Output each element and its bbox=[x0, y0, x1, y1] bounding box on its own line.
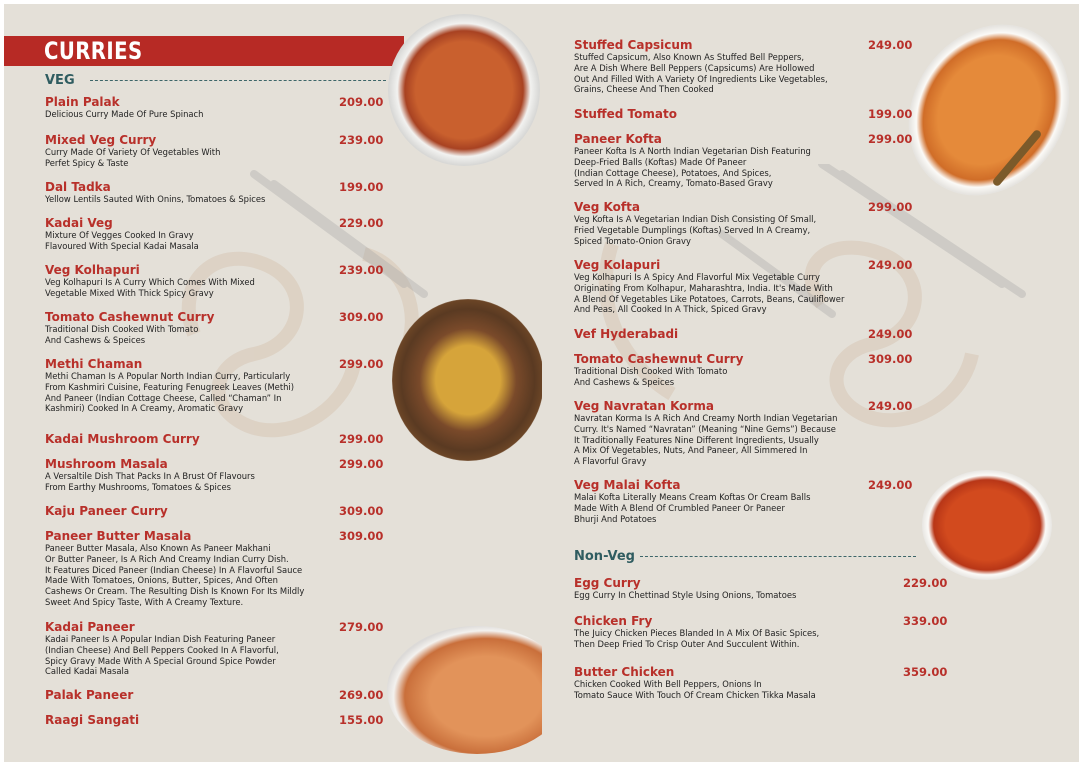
menu-item-description: Chicken Cooked With Bell Peppers, Onions In Tomato Sauce With Touch Of Cream Chicken Tikka Masala bbox=[574, 679, 816, 700]
menu-item bbox=[574, 327, 913, 341]
menu-item bbox=[574, 107, 913, 121]
menu-item bbox=[45, 95, 384, 120]
menu-item-price: 229.00 bbox=[903, 576, 948, 590]
menu-item-name: Egg Curry bbox=[574, 576, 641, 590]
section-divider bbox=[640, 556, 916, 557]
menu-item-description: Delicious Curry Made Of Pure Spinach bbox=[45, 109, 204, 119]
menu-item-name: Veg Kolhapuri bbox=[45, 263, 140, 277]
menu-item bbox=[45, 133, 384, 169]
menu-item bbox=[45, 432, 384, 446]
menu-item-description: Curry Made Of Variety Of Vegetables With Perfet Spicy & Taste bbox=[45, 147, 221, 168]
menu-item-name: Mushroom Masala bbox=[45, 457, 168, 471]
menu-item-name: Dal Tadka bbox=[45, 180, 111, 194]
menu-item bbox=[574, 576, 948, 601]
menu-item bbox=[574, 352, 913, 388]
menu-item-name: Butter Chicken bbox=[574, 665, 675, 679]
menu-item bbox=[45, 310, 384, 346]
menu-item-description: Traditional Dish Cooked With Tomato And Cashews & Speices bbox=[45, 324, 199, 345]
left-page bbox=[4, 4, 542, 762]
menu-item-description: Traditional Dish Cooked With Tomato And Cashews & Speices bbox=[574, 366, 728, 387]
menu-item-price: 299.00 bbox=[868, 200, 913, 214]
menu-item bbox=[574, 38, 913, 95]
section-divider bbox=[90, 80, 386, 81]
menu-item-name: Plain Palak bbox=[45, 95, 120, 109]
mixed-veg-dish-image bbox=[388, 14, 540, 166]
menu-item-price: 299.00 bbox=[339, 357, 384, 371]
menu-item bbox=[574, 132, 913, 189]
menu-item-price: 359.00 bbox=[903, 665, 948, 679]
menu-item-price: 299.00 bbox=[339, 432, 384, 446]
menu-item bbox=[574, 399, 913, 467]
menu-item-price: 249.00 bbox=[868, 258, 913, 272]
menu-item-name: Palak Paneer bbox=[45, 688, 134, 702]
menu-item-name: Stuffed Tomato bbox=[574, 107, 677, 121]
menu-item-name: Veg Navratan Korma bbox=[574, 399, 714, 413]
menu-item bbox=[45, 216, 384, 252]
menu-item-name: Kadai Mushroom Curry bbox=[45, 432, 200, 446]
menu-item-description: A Versaltile Dish That Packs In A Brust Of Flavours From Earthy Mushrooms, Tomatoes & Spices bbox=[45, 471, 255, 492]
menu-item-price: 339.00 bbox=[903, 614, 948, 628]
section-veg-label: VEG bbox=[45, 73, 75, 88]
menu-item-description: Paneer Kofta Is A North Indian Vegetarian Dish Featuring Deep-Fried Balls (Koftas) Made Of Paneer (Indian Cottage Cheese), Potatoes, And Spices, Served In A Rich, Creamy, Tomato-Based Gravy bbox=[574, 146, 811, 189]
menu-item bbox=[45, 713, 384, 727]
menu-item-description: Stuffed Capsicum, Also Known As Stuffed Bell Peppers, Are A Dish Where Bell Peppers (Capsicums) Are Hollowed Out And Filled With A Variety Of Ingredients Like Vegetables, Grains, Cheese And Then Cooked bbox=[574, 52, 828, 95]
menu-item-name: Tomato Cashewnut Curry bbox=[45, 310, 215, 324]
menu-item bbox=[45, 180, 384, 205]
menu-item bbox=[45, 457, 384, 493]
menu-item bbox=[574, 478, 913, 524]
menu-item-price: 229.00 bbox=[339, 216, 384, 230]
menu-item bbox=[45, 504, 384, 518]
menu-item bbox=[574, 614, 948, 650]
menu-item-name: Paneer Kofta bbox=[574, 132, 662, 146]
menu-item-name: Chicken Fry bbox=[574, 614, 653, 628]
menu-item bbox=[45, 529, 384, 608]
menu-item bbox=[574, 665, 948, 701]
menu-item-price: 199.00 bbox=[868, 107, 913, 121]
menu-item-description: Yellow Lentils Sauted With Onins, Tomatoes & Spices bbox=[45, 194, 266, 204]
menu-item-price: 299.00 bbox=[868, 132, 913, 146]
menu-item bbox=[45, 263, 384, 299]
menu-item-name: Stuffed Capsicum bbox=[574, 38, 693, 52]
menu-item-description: The Juicy Chicken Pieces Blanded In A Mix Of Basic Spices, Then Deep Fried To Crisp Outer And Succulent Within. bbox=[574, 628, 820, 649]
menu-item-name: Paneer Butter Masala bbox=[45, 529, 192, 543]
menu-item-price: 309.00 bbox=[339, 504, 384, 518]
menu-item bbox=[45, 620, 384, 677]
menu-item-price: 249.00 bbox=[868, 38, 913, 52]
menu-item-price: 239.00 bbox=[339, 133, 384, 147]
menu-item-name: Vef Hyderabadi bbox=[574, 327, 679, 341]
page-title: CURRIES bbox=[44, 37, 143, 65]
menu-item-price: 269.00 bbox=[339, 688, 384, 702]
menu-item bbox=[45, 357, 384, 414]
menu-item-description: Kadai Paneer Is A Popular Indian Dish Featuring Paneer (Indian Cheese) And Bell Peppers Cooked In A Flavorful, Spicy Gravy Made With A Special Ground Spice Powder Called Kadai Masala bbox=[45, 634, 279, 677]
menu-item-name: Mixed Veg Curry bbox=[45, 133, 157, 147]
menu-item-description: Malai Kofta Literally Means Cream Koftas Or Cream Balls Made With A Blend Of Crumbled Paneer Or Paneer Bhurji And Potatoes bbox=[574, 492, 811, 524]
menu-item-name: Tomato Cashewnut Curry bbox=[574, 352, 744, 366]
menu-item-description: Paneer Butter Masala, Also Known As Paneer Makhani Or Butter Paneer, Is A Rich And Creamy Indian Curry Dish. It Features Diced Paneer (Indian Cheese) In A Flavorful Sauce Made With Tomatoes, Onions, Butter, Spices, And Often Cashews Or Cream. The Resulting Dish Is Known For Its Mildly Sweet And Spicy Taste, With A Creamy Texture. bbox=[45, 543, 305, 607]
menu-item bbox=[45, 688, 384, 702]
paneer-dish-image bbox=[387, 626, 542, 754]
menu-item-price: 209.00 bbox=[339, 95, 384, 109]
menu-item bbox=[574, 200, 913, 246]
mushroom-dish-image bbox=[392, 299, 542, 461]
menu-item-price: 199.00 bbox=[339, 180, 384, 194]
menu-item-price: 249.00 bbox=[868, 399, 913, 413]
menu-item-name: Kadai Paneer bbox=[45, 620, 135, 634]
menu-item-name: Veg Malai Kofta bbox=[574, 478, 681, 492]
menu-item-description: Veg Kolhapuri Is A Curry Which Comes With Mixed Vegetable Mixed With Thick Spicy Gravy bbox=[45, 277, 255, 298]
menu-item-description: Egg Curry In Chettinad Style Using Onions, Tomatoes bbox=[574, 590, 797, 600]
right-page bbox=[542, 4, 1079, 762]
title-banner bbox=[4, 36, 404, 66]
menu-item-price: 299.00 bbox=[339, 457, 384, 471]
menu-item-price: 249.00 bbox=[868, 327, 913, 341]
menu-item-price: 279.00 bbox=[339, 620, 384, 634]
egg-curry-dish-image bbox=[922, 470, 1052, 580]
menu-item-name: Kadai Veg bbox=[45, 216, 113, 230]
section-nonveg-label: Non-Veg bbox=[574, 549, 635, 564]
menu-item-price: 249.00 bbox=[868, 478, 913, 492]
menu-item-description: Veg Kolhapuri Is A Spicy And Flavorful Mix Vegetable Curry Originating From Kolhapur, Maharashtra, India. It's Made With A Blend Of Vegetables Like Potatoes, Carrots, Beans, Cauliflower And Peas, All Cooked In A Thick, Spiced Gravy bbox=[574, 272, 845, 315]
menu-item-price: 239.00 bbox=[339, 263, 384, 277]
menu-item-description: Veg Kofta Is A Vegetarian Indian Dish Consisting Of Small, Fried Vegetable Dumplings (Koftas) Served In A Creamy, Spiced Tomato-Onion Gravy bbox=[574, 214, 817, 246]
menu-item-price: 309.00 bbox=[339, 529, 384, 543]
menu-item-description: Methi Chaman Is A Popular North Indian Curry, Particularly From Kashmiri Cuisine, Featuring Fenugreek Leaves (Methi) And Paneer (Indian Cottage Cheese, Called “Chaman” In Kashmiri) Cooked In A Creamy, Aromatic Gravy bbox=[45, 371, 295, 414]
menu-item-description: Navratan Korma Is A Rich And Creamy North Indian Vegetarian Curry. It's Named “Navratan” (Meaning “Nine Gems”) Because It Traditionally Features Nine Different Ingredients, Usually A Mix Of Vegetables, Nuts, And Paneer, All Simmered In A Flavorful Gravy bbox=[574, 413, 838, 467]
menu-item bbox=[574, 258, 913, 315]
menu-item-description: Mixture Of Vegges Cooked In Gravy Flavoured With Special Kadai Masala bbox=[45, 230, 199, 251]
menu-item-name: Raagi Sangati bbox=[45, 713, 140, 727]
menu-item-name: Methi Chaman bbox=[45, 357, 143, 371]
menu-item-price: 155.00 bbox=[339, 713, 384, 727]
menu-item-name: Veg Kolapuri bbox=[574, 258, 661, 272]
menu-item-name: Kaju Paneer Curry bbox=[45, 504, 168, 518]
menu-item-price: 309.00 bbox=[339, 310, 384, 324]
menu-item-price: 309.00 bbox=[868, 352, 913, 366]
menu-item-name: Veg Kofta bbox=[574, 200, 640, 214]
